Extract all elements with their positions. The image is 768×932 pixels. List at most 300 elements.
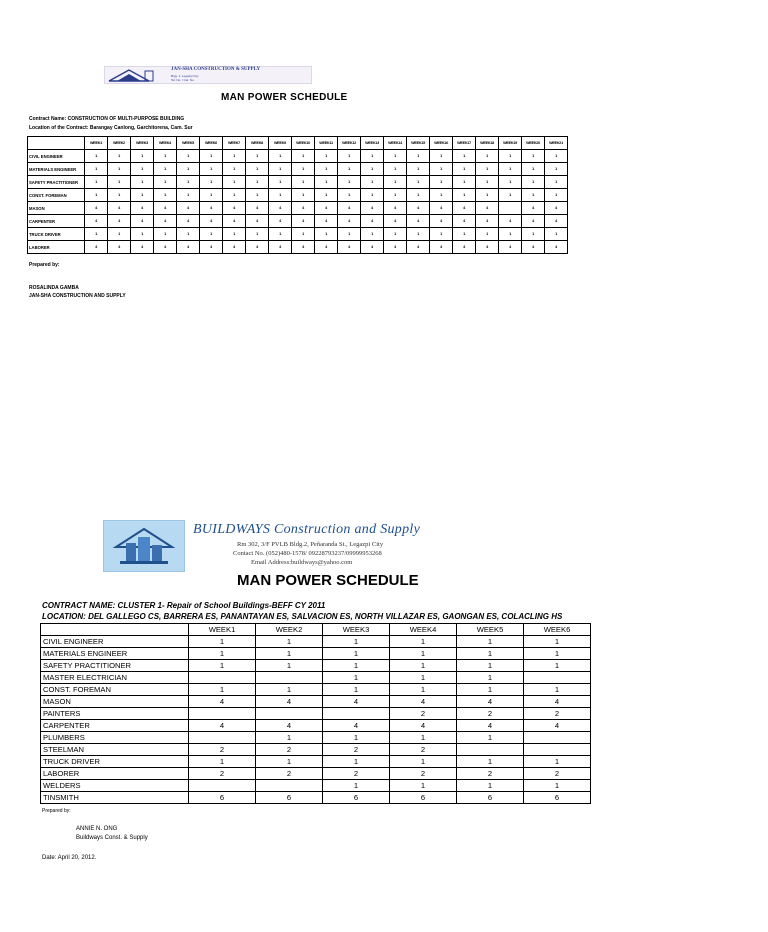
page-title: MAN POWER SCHEDULE xyxy=(237,572,419,589)
table-cell: 2 xyxy=(323,744,390,756)
table-cell: 1 xyxy=(384,176,407,189)
table-cell: 1 xyxy=(323,756,390,768)
table-cell: 1 xyxy=(315,189,338,202)
table-cell: 1 xyxy=(108,189,131,202)
signatory-name: ROSALINDA GAMBA xyxy=(29,285,79,291)
table-row xyxy=(41,648,591,660)
week-header: WEEK3 xyxy=(323,624,390,636)
table-cell: 1 xyxy=(522,150,545,163)
table-cell: 4 xyxy=(200,202,223,215)
logo-contact: Contact No. (052)480-1578/ 09228793237/09999953268 xyxy=(233,550,382,557)
week-header: WEEK6 xyxy=(524,624,591,636)
table-cell: 1 xyxy=(384,163,407,176)
table-cell: 4 xyxy=(108,215,131,228)
table-cell: 1 xyxy=(390,648,457,660)
table-cell: 4 xyxy=(200,241,223,254)
table-row xyxy=(41,672,591,684)
table-cell: 1 xyxy=(453,189,476,202)
manpower-table-1 xyxy=(27,136,568,254)
table-row xyxy=(28,202,568,215)
week-header: WEEK15 xyxy=(407,137,430,150)
row-label: CONST. FOREMAN xyxy=(28,189,85,202)
table-cell: 1 xyxy=(524,660,591,672)
table-cell: 1 xyxy=(524,636,591,648)
week-header: WEEK2 xyxy=(108,137,131,150)
table-row xyxy=(41,780,591,792)
row-label: TRUCK DRIVER xyxy=(28,228,85,241)
table-cell xyxy=(524,744,591,756)
table-cell: 4 xyxy=(154,202,177,215)
table-cell: 4 xyxy=(292,241,315,254)
table-row xyxy=(41,732,591,744)
table-cell: 1 xyxy=(323,684,390,696)
table-cell xyxy=(256,780,323,792)
table-cell: 1 xyxy=(292,150,315,163)
table-cell: 1 xyxy=(246,176,269,189)
table-cell xyxy=(189,708,256,720)
table-cell: 1 xyxy=(315,163,338,176)
table-cell xyxy=(189,672,256,684)
table-cell: 1 xyxy=(131,228,154,241)
week-header: WEEK21 xyxy=(545,137,568,150)
table-row xyxy=(41,744,591,756)
page-title: MAN POWER SCHEDULE xyxy=(221,92,348,103)
table-cell: 1 xyxy=(269,150,292,163)
logo-email: Email Address:buildways@yahoo.com xyxy=(251,559,353,566)
table-cell: 4 xyxy=(177,241,200,254)
table-cell: 1 xyxy=(108,163,131,176)
week-header: WEEK8 xyxy=(246,137,269,150)
table-cell: 4 xyxy=(522,215,545,228)
table-cell: 4 xyxy=(200,215,223,228)
table-cell: 1 xyxy=(154,176,177,189)
table-cell: 1 xyxy=(407,163,430,176)
table-cell: 4 xyxy=(177,202,200,215)
table-cell: 4 xyxy=(522,202,545,215)
table-cell: 4 xyxy=(85,241,108,254)
table-cell: 1 xyxy=(200,228,223,241)
table-cell: 1 xyxy=(108,228,131,241)
table-cell: 4 xyxy=(338,202,361,215)
table-cell: 1 xyxy=(338,189,361,202)
table-cell: 1 xyxy=(390,660,457,672)
table-cell: 4 xyxy=(189,720,256,732)
table-cell: 1 xyxy=(292,189,315,202)
table-cell: 1 xyxy=(256,648,323,660)
table-cell: 1 xyxy=(545,150,568,163)
table-cell: 4 xyxy=(384,241,407,254)
table-cell: 1 xyxy=(85,176,108,189)
table-cell: 1 xyxy=(256,636,323,648)
table-row xyxy=(28,215,568,228)
table-cell: 1 xyxy=(154,189,177,202)
table-cell: 4 xyxy=(390,696,457,708)
contract-location: LOCATION: DEL GALLEGO CS, BARRERA ES, PANANTAYAN ES, SALVACION ES, NORTH VILLAZAR ES, GAONGAN ES, COLACLING HS xyxy=(42,612,563,621)
week-header: WEEK4 xyxy=(154,137,177,150)
house-roof-icon xyxy=(107,68,157,82)
table-cell: 1 xyxy=(323,672,390,684)
table-row xyxy=(41,696,591,708)
table-cell: 2 xyxy=(524,708,591,720)
week-header: WEEK11 xyxy=(315,137,338,150)
table-cell: 4 xyxy=(453,202,476,215)
table-cell: 1 xyxy=(154,228,177,241)
week-header: WEEK5 xyxy=(177,137,200,150)
table-cell: 1 xyxy=(430,189,453,202)
table-cell: 1 xyxy=(131,176,154,189)
table-row xyxy=(41,756,591,768)
table-cell: 4 xyxy=(384,215,407,228)
table-cell: 1 xyxy=(390,780,457,792)
table-cell: 4 xyxy=(430,241,453,254)
table-cell: 1 xyxy=(453,228,476,241)
table-cell: 1 xyxy=(476,176,499,189)
table-cell: 1 xyxy=(338,176,361,189)
table-cell: 4 xyxy=(384,202,407,215)
week-header: WEEK10 xyxy=(292,137,315,150)
table-cell: 1 xyxy=(200,176,223,189)
table-cell: 1 xyxy=(524,756,591,768)
table-cell: 4 xyxy=(323,696,390,708)
table-cell: 1 xyxy=(131,189,154,202)
table-cell: 1 xyxy=(223,228,246,241)
table-cell: 1 xyxy=(177,150,200,163)
table-cell: 6 xyxy=(524,792,591,804)
week-header: WEEK9 xyxy=(269,137,292,150)
table-cell: 1 xyxy=(453,150,476,163)
table-row xyxy=(28,150,568,163)
table-cell: 1 xyxy=(315,228,338,241)
table-cell: 4 xyxy=(430,215,453,228)
table-cell: 1 xyxy=(499,176,522,189)
row-label: CONST. FOREMAN xyxy=(41,684,189,696)
table-row xyxy=(41,684,591,696)
table-cell: 4 xyxy=(457,696,524,708)
table-cell: 1 xyxy=(292,163,315,176)
row-label: CIVIL ENGINEER xyxy=(28,150,85,163)
table-cell: 2 xyxy=(256,744,323,756)
table-cell: 1 xyxy=(85,163,108,176)
table-cell: 2 xyxy=(256,768,323,780)
table-cell xyxy=(256,708,323,720)
table-cell: 1 xyxy=(457,732,524,744)
logo-contact: Tel. No. / Cel. No. xyxy=(171,78,195,82)
table-cell: 1 xyxy=(323,660,390,672)
contract-name: CONTRACT NAME: CLUSTER 1- Repair of School Buildings-BEFF CY 2011 xyxy=(42,601,326,610)
table-cell: 1 xyxy=(338,150,361,163)
table-cell: 4 xyxy=(223,241,246,254)
table-row xyxy=(41,720,591,732)
table-cell: 1 xyxy=(189,648,256,660)
table-row xyxy=(28,241,568,254)
table-cell: 1 xyxy=(323,648,390,660)
table-cell: 1 xyxy=(189,660,256,672)
row-label: CARPENTER xyxy=(41,720,189,732)
table-cell: 1 xyxy=(189,684,256,696)
table-cell: 4 xyxy=(338,215,361,228)
table-cell xyxy=(256,672,323,684)
table-cell: 1 xyxy=(430,150,453,163)
table-cell: 1 xyxy=(453,176,476,189)
corner-cell xyxy=(28,137,85,150)
row-label: MASTER ELECTRICIAN xyxy=(41,672,189,684)
table-cell: 1 xyxy=(177,189,200,202)
week-header: WEEK7 xyxy=(223,137,246,150)
table-cell: 4 xyxy=(361,202,384,215)
table-cell: 4 xyxy=(499,241,522,254)
table-cell xyxy=(524,672,591,684)
table-cell: 4 xyxy=(407,202,430,215)
table-cell: 4 xyxy=(476,202,499,215)
row-label: MATERIALS ENGINEER xyxy=(28,163,85,176)
table-cell: 4 xyxy=(407,215,430,228)
table-cell: 4 xyxy=(407,241,430,254)
table-cell: 1 xyxy=(524,648,591,660)
table-cell: 4 xyxy=(476,241,499,254)
table-cell: 4 xyxy=(390,720,457,732)
row-label: TINSMITH xyxy=(41,792,189,804)
table-cell: 1 xyxy=(361,176,384,189)
table-cell: 1 xyxy=(476,163,499,176)
table-cell: 1 xyxy=(430,163,453,176)
table-cell: 1 xyxy=(457,672,524,684)
table-cell: 4 xyxy=(223,202,246,215)
table-cell: 1 xyxy=(154,163,177,176)
week-header: WEEK1 xyxy=(189,624,256,636)
table-cell: 4 xyxy=(499,215,522,228)
row-label: TRUCK DRIVER xyxy=(41,756,189,768)
table-cell xyxy=(457,744,524,756)
table-cell: 2 xyxy=(323,768,390,780)
table-cell: 1 xyxy=(131,150,154,163)
row-label: CIVIL ENGINEER xyxy=(41,636,189,648)
header-row xyxy=(41,624,591,636)
table-row xyxy=(28,189,568,202)
table-cell: 4 xyxy=(246,241,269,254)
signatory-company: JAN-SHA CONSTRUCTION AND SUPPLY xyxy=(29,293,126,299)
table-cell: 1 xyxy=(85,228,108,241)
document-date: Date: April 20, 2012. xyxy=(42,855,97,861)
table-cell: 1 xyxy=(85,189,108,202)
table-cell: 1 xyxy=(177,163,200,176)
table-cell: 2 xyxy=(390,708,457,720)
table-cell: 1 xyxy=(108,150,131,163)
table-cell: 4 xyxy=(524,720,591,732)
table-cell: 4 xyxy=(154,215,177,228)
table-cell: 1 xyxy=(200,163,223,176)
manpower-table-2 xyxy=(40,623,591,804)
table-cell: 4 xyxy=(524,696,591,708)
table-cell: 1 xyxy=(499,228,522,241)
table-cell: 4 xyxy=(315,241,338,254)
logo-address: Brgy. 1, Legazpi City xyxy=(171,74,199,78)
table-cell: 1 xyxy=(315,176,338,189)
table-cell: 4 xyxy=(85,202,108,215)
table-cell: 4 xyxy=(246,202,269,215)
table-cell: 1 xyxy=(476,150,499,163)
table-cell: 1 xyxy=(177,228,200,241)
table-cell xyxy=(499,202,522,215)
table-cell: 1 xyxy=(256,660,323,672)
table-row xyxy=(41,660,591,672)
table-cell: 4 xyxy=(108,241,131,254)
row-label: PAINTERS xyxy=(41,708,189,720)
table-cell: 1 xyxy=(292,228,315,241)
row-label: MATERIALS ENGINEER xyxy=(41,648,189,660)
prepared-by-label: Prepared by: xyxy=(29,262,60,268)
week-header: WEEK13 xyxy=(361,137,384,150)
table-cell: 1 xyxy=(361,189,384,202)
row-label: WELDERS xyxy=(41,780,189,792)
table-cell: 1 xyxy=(457,780,524,792)
week-header: WEEK19 xyxy=(499,137,522,150)
table-cell: 1 xyxy=(177,176,200,189)
table-cell: 1 xyxy=(522,189,545,202)
table-cell: 4 xyxy=(545,241,568,254)
table-cell: 4 xyxy=(177,215,200,228)
table-cell: 1 xyxy=(246,228,269,241)
week-header: WEEK3 xyxy=(131,137,154,150)
row-label: CARPENTER xyxy=(28,215,85,228)
table-cell: 4 xyxy=(457,720,524,732)
table-cell: 1 xyxy=(457,636,524,648)
table-cell: 1 xyxy=(256,732,323,744)
table-cell: 1 xyxy=(246,150,269,163)
week-header: WEEK18 xyxy=(476,137,499,150)
table-cell: 4 xyxy=(269,202,292,215)
table-cell: 6 xyxy=(256,792,323,804)
row-label: MASON xyxy=(28,202,85,215)
table-cell: 6 xyxy=(189,792,256,804)
week-header: WEEK4 xyxy=(390,624,457,636)
row-label: LABORER xyxy=(41,768,189,780)
table-row xyxy=(28,176,568,189)
table-cell: 1 xyxy=(131,163,154,176)
signatory-name: ANNIE N. ONG xyxy=(76,826,118,832)
table-cell: 1 xyxy=(384,228,407,241)
table-cell: 4 xyxy=(361,241,384,254)
table-cell: 1 xyxy=(315,150,338,163)
table-cell: 1 xyxy=(524,780,591,792)
table-cell: 4 xyxy=(108,202,131,215)
table-cell: 1 xyxy=(323,732,390,744)
row-label: LABORER xyxy=(28,241,85,254)
table-cell: 1 xyxy=(338,228,361,241)
table-cell: 1 xyxy=(522,176,545,189)
table-cell: 1 xyxy=(223,150,246,163)
table-cell: 1 xyxy=(256,684,323,696)
table-cell: 1 xyxy=(499,189,522,202)
table-cell: 1 xyxy=(407,228,430,241)
logo-company-name: JAN-SHA CONSTRUCTION & SUPPLY xyxy=(171,67,261,72)
table-cell: 1 xyxy=(407,176,430,189)
table-cell: 1 xyxy=(85,150,108,163)
table-cell: 4 xyxy=(131,202,154,215)
table-cell: 4 xyxy=(323,720,390,732)
table-cell: 1 xyxy=(384,150,407,163)
table-cell: 1 xyxy=(499,163,522,176)
building-logo-icon xyxy=(103,520,185,572)
table-cell: 1 xyxy=(457,684,524,696)
table-cell: 1 xyxy=(384,189,407,202)
table-cell: 2 xyxy=(390,744,457,756)
table-cell: 4 xyxy=(246,215,269,228)
table-cell: 4 xyxy=(189,696,256,708)
table-cell: 4 xyxy=(131,215,154,228)
table-cell: 1 xyxy=(457,756,524,768)
table-cell: 4 xyxy=(476,215,499,228)
table-cell: 1 xyxy=(476,189,499,202)
table-cell: 4 xyxy=(223,215,246,228)
week-header: WEEK2 xyxy=(256,624,323,636)
table-cell: 6 xyxy=(323,792,390,804)
table-cell: 1 xyxy=(407,189,430,202)
logo-company-name: BUILDWAYS Construction and Supply xyxy=(193,522,421,537)
table-cell: 1 xyxy=(246,189,269,202)
table-cell: 4 xyxy=(453,215,476,228)
table-cell: 1 xyxy=(390,684,457,696)
table-cell: 4 xyxy=(292,215,315,228)
table-cell: 1 xyxy=(545,228,568,241)
table-cell: 1 xyxy=(476,228,499,241)
table-cell: 4 xyxy=(315,215,338,228)
table-cell: 1 xyxy=(407,150,430,163)
table-cell: 4 xyxy=(256,720,323,732)
table-cell: 4 xyxy=(256,696,323,708)
table-cell: 6 xyxy=(457,792,524,804)
table-cell: 1 xyxy=(269,228,292,241)
week-header: WEEK16 xyxy=(430,137,453,150)
row-label: PLUMBERS xyxy=(41,732,189,744)
table-cell: 2 xyxy=(189,744,256,756)
table-cell: 1 xyxy=(108,176,131,189)
table-cell: 1 xyxy=(522,228,545,241)
table-cell: 1 xyxy=(390,672,457,684)
table-cell: 1 xyxy=(361,163,384,176)
table-cell: 1 xyxy=(223,176,246,189)
row-label: MASON xyxy=(41,696,189,708)
table-cell: 1 xyxy=(269,163,292,176)
week-header: WEEK5 xyxy=(457,624,524,636)
table-cell: 4 xyxy=(545,215,568,228)
table-cell: 1 xyxy=(361,150,384,163)
table-cell: 2 xyxy=(457,708,524,720)
table-cell: 1 xyxy=(154,150,177,163)
table-cell: 4 xyxy=(269,241,292,254)
table-cell xyxy=(524,732,591,744)
contract-location: Location of the Contract: Barangay Canlong, Garchitorena, Cam. Sur xyxy=(29,125,193,131)
table-cell: 4 xyxy=(453,241,476,254)
table-cell: 1 xyxy=(522,163,545,176)
table-cell: 1 xyxy=(545,176,568,189)
table-cell xyxy=(323,708,390,720)
signatory-company: Buildways Const. & Supply xyxy=(76,835,148,841)
table-cell xyxy=(189,780,256,792)
table-cell: 1 xyxy=(269,176,292,189)
table-cell: 2 xyxy=(390,768,457,780)
table-cell: 1 xyxy=(390,636,457,648)
table-cell: 1 xyxy=(323,636,390,648)
jansha-logo-banner xyxy=(104,66,312,84)
table-row xyxy=(41,636,591,648)
table-cell: 4 xyxy=(338,241,361,254)
table-cell: 4 xyxy=(522,241,545,254)
table-cell: 4 xyxy=(85,215,108,228)
table-cell: 1 xyxy=(430,228,453,241)
table-cell: 1 xyxy=(499,150,522,163)
table-cell: 1 xyxy=(323,780,390,792)
table-cell xyxy=(189,732,256,744)
